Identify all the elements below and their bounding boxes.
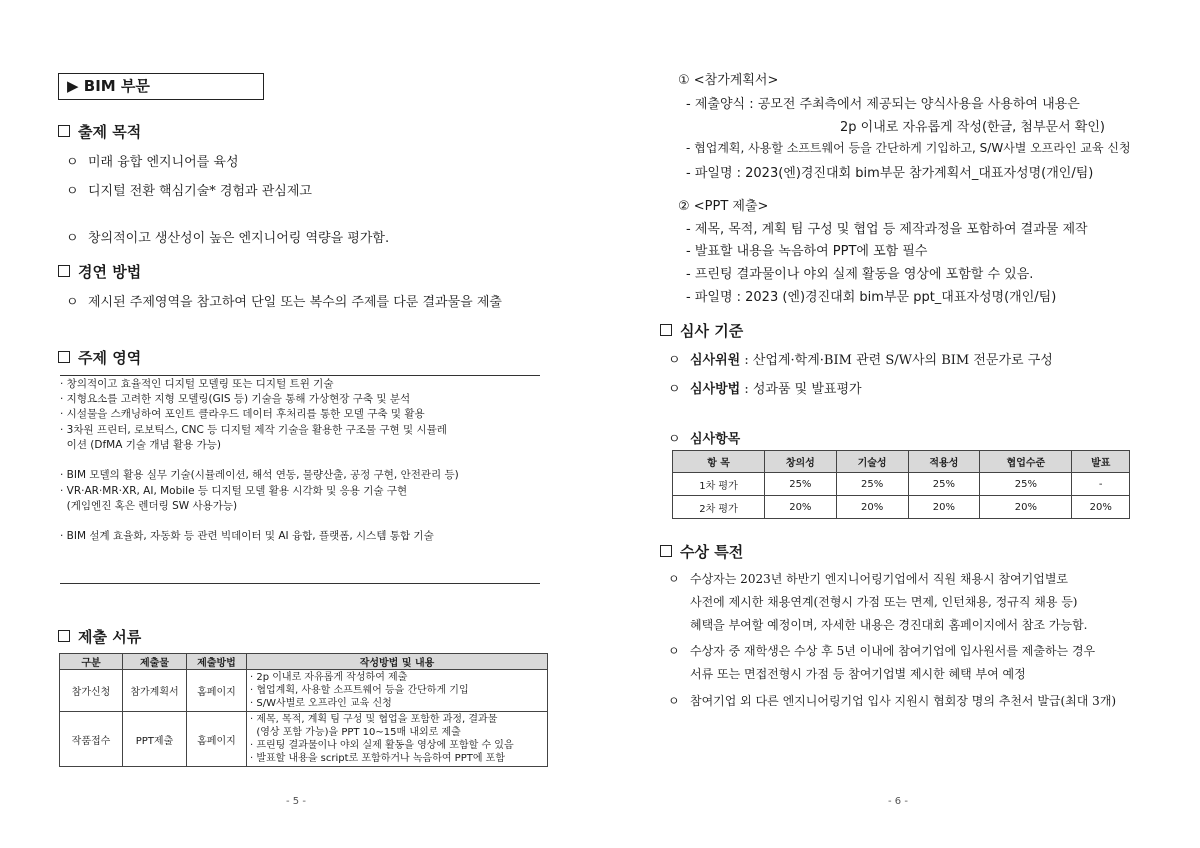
- section-heading-criteria: 심사 기준: [660, 320, 743, 341]
- section-heading-method: 경연 방법: [58, 261, 141, 282]
- topic-line: 이션 (DfMA 기술 개념 활용 가능): [60, 439, 222, 451]
- table-header: 작성방법 및 내용: [247, 654, 548, 670]
- docs-table: [59, 653, 548, 767]
- table-cell: 홈페이지: [187, 670, 247, 712]
- table-row: [673, 473, 1130, 496]
- table-cell: 20%: [836, 496, 908, 519]
- topic-line: · 창의적이고 효율적인 디지털 모델링 또는 디지털 트윈 기술: [60, 378, 334, 390]
- square-bullet-icon: [58, 351, 70, 363]
- section-heading-award: 수상 특전: [660, 541, 743, 562]
- table-cell: 25%: [836, 473, 908, 496]
- section-heading-purpose: 출제 목적: [58, 121, 141, 142]
- divider: [60, 583, 540, 584]
- page-6: [600, 0, 1200, 848]
- award-item: ㅇ 수상자는 2023년 하반기 엔지니어링기업에서 직원 채용시 참여기업별로: [668, 572, 1069, 586]
- table-cell: 20%: [908, 496, 980, 519]
- table-cell: 참가계획서: [123, 670, 187, 712]
- table-cell: 25%: [764, 473, 836, 496]
- topic-line: (게임엔진 혹은 렌더링 SW 사용가능): [60, 500, 238, 512]
- list-item: ㅇ 미래 융합 엔지니어를 육성: [66, 155, 239, 170]
- list-item: ㅇ 제시된 주제영역을 참고하여 단일 또는 복수의 주제를 다룬 결과물을 제출: [66, 295, 502, 310]
- table-cell: 20%: [980, 496, 1072, 519]
- topic-line: · VR·AR·MR·XR, AI, Mobile 등 디지털 모델 활용 시각화 및 응용 기술 구현: [60, 485, 408, 497]
- plan-line: 2p 이내로 자유롭게 작성(한글, 첨부문서 확인): [840, 120, 1105, 135]
- section-heading-docs: 제출 서류: [58, 626, 141, 647]
- table-header: 제출방법: [187, 654, 247, 670]
- ppt-line: - 발표할 내용을 녹음하여 PPT에 포함 필수: [686, 244, 928, 259]
- subsection-title-plan: ① <참가계획서>: [678, 73, 779, 88]
- table-header: 창의성: [764, 451, 836, 473]
- table-header: 기술성: [836, 451, 908, 473]
- square-bullet-icon: [660, 545, 672, 557]
- criteria-items-label: ㅇ 심사항목: [668, 432, 741, 447]
- table-cell: PPT제출: [123, 712, 187, 767]
- list-item: ㅇ 창의적이고 생산성이 높은 엔지니어링 역량을 평가함.: [66, 231, 390, 246]
- table-cell: · 2p 이내로 자유롭게 작성하여 제출 · 협업계획, 사용할 소프트웨어 등을 간단하게 기입 · S/W사별로 오프라인 교육 신청: [247, 670, 548, 712]
- table-header: 항 목: [673, 451, 765, 473]
- table-header: 협업수준: [980, 451, 1072, 473]
- table-cell: · 제목, 목적, 계획 팀 구성 및 협업을 포함한 과정, 결과물 (영상 포함 가능)을 PPT 10~15매 내외로 제출 · 프린팅 결과물이나 야외 실제 활동을 영상에 포함할 수 있음 · 발표할 내용을 script로 포함하거나 녹음하여 PPT에 포함: [247, 712, 548, 767]
- subsection-title-ppt: ② <PPT 제출>: [678, 199, 769, 214]
- square-bullet-icon: [58, 265, 70, 277]
- table-header: 적용성: [908, 451, 980, 473]
- ppt-line: - 파일명 : 2023 (엔)경진대회 bim부문 ppt_대표자성명(개인/팀): [686, 290, 1057, 305]
- topic-line: · BIM 모델의 활용 실무 기술(시뮬레이션, 해석 연동, 물량산출, 공정 구현, 안전관리 등): [60, 469, 459, 481]
- topic-line: · 시설물을 스캐닝하여 포인트 클라우드 데이터 후처리를 통한 모델 구축 및 활용: [60, 408, 425, 420]
- plan-line: - 협업계획, 사용할 소프트웨어 등을 간단하게 기입하고, S/W사별 오프라인 교육 신청: [686, 141, 1131, 155]
- ppt-line: - 제목, 목적, 계획 팀 구성 및 협업 등 제작과정을 포함하여 결과물 제작: [686, 222, 1088, 237]
- table-cell: 홈페이지: [187, 712, 247, 767]
- part-title: ▶ BIM 부문: [58, 73, 264, 100]
- table-header-row: [673, 451, 1130, 473]
- table-cell: 2차 평가: [673, 496, 765, 519]
- table-cell: 25%: [908, 473, 980, 496]
- topic-line: · 3차원 프린터, 로보틱스, CNC 등 디지털 제작 기술을 활용한 구조물 구현 및 시뮬레: [60, 424, 447, 436]
- award-item: ㅇ 참여기업 외 다른 엔지니어링기업 입사 지원시 협회장 명의 추천서 발급(최대 3개): [668, 694, 1117, 708]
- page-number: - 5 -: [286, 796, 306, 807]
- ppt-line: - 프린팅 결과물이나 야외 실제 활동을 영상에 포함할 수 있음.: [686, 267, 1034, 282]
- award-item-cont: 서류 또는 면접전형시 가점 등 참여기업별 제시한 혜택 부여 예정: [690, 667, 1026, 681]
- award-item-cont: 사전에 제시한 채용연계(전형시 가점 또는 면제, 인턴채용, 정규직 채용 등): [690, 595, 1078, 609]
- table-cell: 25%: [980, 473, 1072, 496]
- table-cell: 작품접수: [60, 712, 123, 767]
- award-item-cont: 혜택을 부여할 예정이며, 자세한 내용은 경진대회 홈페이지에서 참조 가능함.: [690, 618, 1088, 632]
- table-row: [673, 496, 1130, 519]
- table-header-row: [60, 654, 548, 670]
- table-header: 제출물: [123, 654, 187, 670]
- topic-line: · 지형요소를 고려한 지형 모델링(GIS 등) 기술을 통해 가상현장 구축 및 분석: [60, 393, 411, 405]
- table-cell: 20%: [764, 496, 836, 519]
- section-heading-topics: 주제 영역: [58, 347, 141, 368]
- topic-line: · BIM 설계 효율화, 자동화 등 관련 빅데이터 및 AI 융합, 플랫폼, 시스템 통합 기술: [60, 530, 434, 542]
- table-cell: 참가신청: [60, 670, 123, 712]
- table-row: [60, 670, 548, 712]
- criteria-method: ㅇ 심사방법 : 성과품 및 발표평가: [668, 382, 862, 397]
- plan-line: - 제출양식 : 공모전 주최측에서 제공되는 양식사용을 사용하여 내용은: [686, 97, 1080, 112]
- table-cell: 20%: [1072, 496, 1130, 519]
- table-header: 구분: [60, 654, 123, 670]
- square-bullet-icon: [58, 125, 70, 137]
- criteria-judges: ㅇ 심사위원 : 산업계·학계·BIM 관련 S/W사의 BIM 전문가로 구성: [668, 353, 1053, 368]
- plan-line: - 파일명 : 2023(엔)경진대회 bim부문 참가계획서_대표자성명(개인/팀): [686, 166, 1094, 181]
- award-item: ㅇ 수상자 중 재학생은 수상 후 5년 이내에 참여기업에 입사원서를 제출하는 경우: [668, 644, 1096, 658]
- list-item: ㅇ 디지털 전환 핵심기술* 경험과 관심제고: [66, 184, 312, 199]
- criteria-table: [672, 450, 1130, 519]
- table-cell: -: [1072, 473, 1130, 496]
- square-bullet-icon: [58, 630, 70, 642]
- table-cell: 1차 평가: [673, 473, 765, 496]
- page-number: - 6 -: [888, 796, 908, 807]
- table-row: [60, 712, 548, 767]
- square-bullet-icon: [660, 324, 672, 336]
- table-header: 발표: [1072, 451, 1130, 473]
